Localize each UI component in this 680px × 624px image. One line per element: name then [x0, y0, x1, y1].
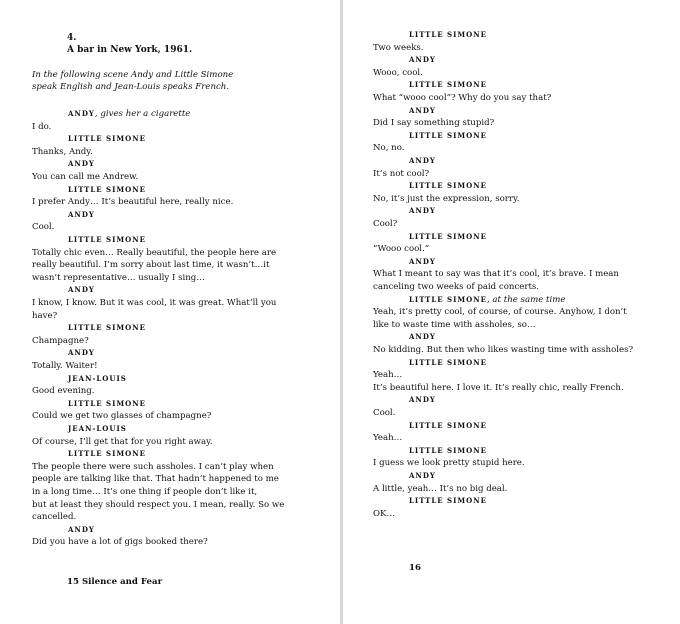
character-name: ANDY [68, 109, 95, 118]
speaker-name [409, 54, 436, 66]
dialogue-line: “Wooo cool.” [373, 244, 430, 255]
character-name: LITTLE SIMONE [409, 181, 487, 191]
dialogue-line: OK… [373, 508, 396, 519]
speaker-name [68, 423, 127, 435]
character-name: LITTLE SIMONE [409, 357, 487, 367]
character-name: JEAN-LOUIS [68, 424, 127, 433]
speaker-name [409, 331, 436, 343]
speaker-name [68, 284, 95, 296]
dialogue-line: You can call me Andrew. [32, 172, 139, 182]
speaker-name [68, 448, 146, 460]
character-name: LITTLE SIMONE [409, 445, 487, 455]
speaker-name [409, 470, 436, 482]
character-name: ANDY [68, 524, 95, 534]
speaker-name [68, 347, 95, 359]
speaker-name [409, 495, 487, 507]
dialogue-line: Yeah… [373, 370, 403, 381]
dialogue-line: Did I say something stupid? [373, 118, 495, 129]
speaker-name [68, 524, 95, 536]
character-name: LITTLE SIMONE [68, 323, 146, 333]
character-name: LITTLE SIMONE [409, 231, 487, 241]
character-name: LITTLE SIMONE [409, 496, 487, 506]
character-name: ANDY [409, 256, 436, 266]
speaker-name [68, 373, 127, 385]
speaker-name [68, 398, 146, 410]
speaker-name [409, 155, 436, 167]
character-name: ANDY [409, 332, 436, 342]
speaker-name [68, 133, 146, 145]
speaker-name [409, 394, 436, 406]
dialogue-line: It’s not cool? [373, 168, 430, 179]
dialogue-line: Champagne? [32, 335, 89, 346]
speaker-name [68, 234, 146, 246]
speaker-name [409, 180, 487, 192]
character-name: LITTLE SIMONE [68, 134, 146, 144]
character-name: ANDY [68, 209, 95, 219]
dialogue-line: in a long time… It’s one thing if people don’t like it, [32, 487, 258, 497]
speaker-name [68, 108, 190, 120]
dialogue-line: cancelled. [32, 512, 77, 523]
speaker-name [409, 357, 487, 369]
character-name: LITTLE SIMONE [409, 30, 487, 39]
stage-direction: speak English and Jean-Louis speaks French. [32, 82, 230, 92]
character-name: ANDY [68, 285, 95, 295]
speaker-name [409, 79, 487, 91]
dialogue-line: but at least they should respect you. I mean, really. So we [32, 499, 285, 510]
dialogue-line: people are talking like that. That hadn’t happened to me [32, 474, 279, 485]
speaker-name [68, 209, 95, 221]
dialogue-line: like to waste time with assholes, so… [373, 319, 536, 330]
dialogue-line: Cool. [32, 222, 55, 233]
character-name: LITTLE SIMONE [68, 449, 146, 459]
dialogue-line: It’s beautiful here. I love it. It’s really chic, really French. [373, 382, 624, 393]
character-name: LITTLE SIMONE [68, 235, 146, 244]
character-name: LITTLE SIMONE [68, 398, 146, 408]
speaker-name [409, 420, 487, 432]
speaker-name [409, 231, 487, 243]
character-name: LITTLE SIMONE [409, 130, 487, 140]
dialogue-line: wasn’t representative… usually I sing… [32, 272, 205, 283]
dialogue-line: What “wooo cool”? Why do you say that? [373, 93, 552, 103]
character-name: ANDY [409, 55, 436, 65]
page-footer-left: 15 Silence and Fear [67, 577, 163, 587]
dialogue-line: canceling two weeks of paid concerts. [373, 282, 540, 292]
character-name: ANDY [68, 348, 95, 358]
dialogue-line: No, it’s just the expression, sorry. [373, 193, 520, 204]
character-name: ANDY [68, 159, 95, 169]
character-name: ANDY [409, 471, 436, 480]
parenthetical-action: , at the same time [486, 294, 566, 305]
dialogue-line: Could we get two glasses of champagne? [32, 411, 212, 422]
stage-direction: In the following scene Andy and Little Simone [32, 70, 234, 80]
speaker-name [68, 322, 146, 334]
character-name: ANDY [409, 395, 436, 405]
speaker-name [409, 130, 487, 142]
speaker-name [409, 205, 436, 217]
speaker-name [409, 105, 436, 117]
dialogue-line: Good evening. [32, 386, 95, 397]
dialogue-line: I do. [32, 121, 52, 132]
page-number-right: 16 [409, 563, 421, 573]
dialogue-line: I prefer Andy… It’s beautiful here, really nice. [32, 197, 234, 208]
dialogue-line: I guess we look pretty stupid here. [373, 458, 525, 469]
dialogue-line: Did you have a lot of gigs booked there? [32, 537, 208, 548]
dialogue-line: Cool? [373, 219, 398, 229]
speaker-name [409, 294, 565, 306]
scene-heading: A bar in New York, 1961. [67, 45, 193, 55]
dialogue-line: Totally. Waiter! [32, 361, 98, 371]
dialogue-line: Cool. [373, 408, 396, 418]
scene-number: 4. [67, 33, 77, 43]
dialogue-line: What I meant to say was that it’s cool, it’s brave. I mean [373, 269, 619, 280]
character-name: LITTLE SIMONE [409, 420, 487, 430]
dialogue-line: A little, yeah… It’s no big deal. [373, 483, 508, 494]
speaker-name [409, 445, 487, 457]
dialogue-line: Yeah… [373, 433, 403, 444]
dialogue-line: I know, I know. But it was cool, it was great. What’ll you [32, 298, 277, 308]
dialogue-line: The people there were such assholes. I can’t play when [32, 461, 274, 472]
dialogue-line: Yeah, it’s pretty cool, of course, of course. Anyhow, I don’t [373, 307, 627, 318]
character-name: ANDY [409, 156, 436, 165]
dialogue-line: Two weeks. [373, 42, 424, 53]
character-name: ANDY [409, 206, 436, 216]
character-name: LITTLE SIMONE [409, 80, 487, 90]
dialogue-line: Wooo, cool. [373, 67, 423, 78]
dialogue-line: No kidding. But then who likes wasting time with assholes? [373, 345, 634, 355]
character-name: JEAN-LOUIS [68, 373, 127, 383]
speaker-name [409, 256, 436, 268]
dialogue-line: Totally chic even… Really beautiful, the people here are [32, 247, 277, 258]
dialogue-line: Thanks, Andy. [32, 146, 93, 157]
character-name: LITTLE SIMONE [409, 294, 487, 304]
dialogue-line: have? [32, 310, 58, 321]
speaker-name [68, 158, 95, 170]
right-page [343, 0, 680, 624]
parenthetical-action: , gives her a cigarette [94, 109, 191, 119]
character-name: LITTLE SIMONE [68, 184, 146, 194]
character-name: ANDY [409, 105, 436, 115]
dialogue-line: Of course, I’ll get that for you right away. [32, 436, 213, 447]
speaker-name [68, 184, 146, 196]
dialogue-line: No, no. [373, 143, 405, 154]
dialogue-line: really beautiful. I’m sorry about last time, it wasn’t…it [32, 260, 270, 271]
speaker-name [409, 29, 487, 41]
